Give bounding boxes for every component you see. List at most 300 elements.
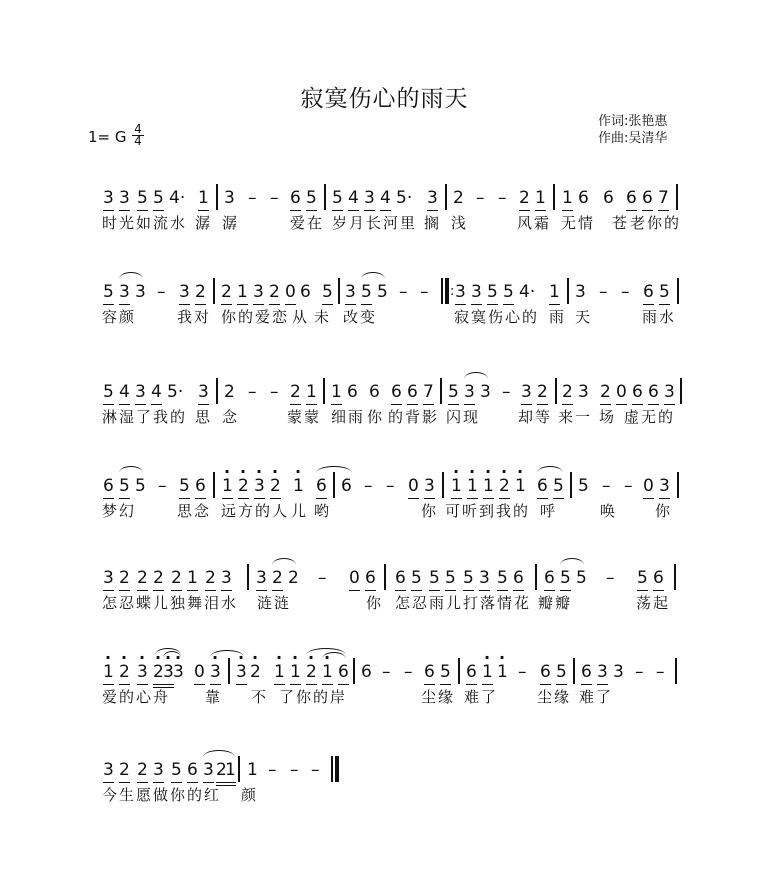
note: 5 [487, 280, 498, 305]
lyric-text: 天 [575, 308, 593, 326]
lyric-text: 细雨 [331, 408, 366, 426]
note: 5 [429, 566, 440, 591]
note: 0 [285, 280, 296, 305]
note: 2 [269, 280, 280, 305]
barline [238, 756, 240, 782]
note: · 1 [497, 660, 508, 684]
lyric-text: 老你的 [630, 214, 682, 232]
note: 2 [119, 566, 130, 591]
barline [323, 378, 325, 404]
note: 7 [423, 380, 434, 405]
dash-extension: – [420, 282, 429, 302]
note: 2 [224, 382, 235, 402]
lyric-text: 你 [367, 408, 385, 426]
note: 3 [203, 758, 214, 783]
note: 3 [424, 474, 435, 499]
score-line [0, 566, 769, 626]
note: 5 [440, 660, 451, 685]
note: 3 [198, 380, 209, 405]
note: 2 [137, 566, 148, 591]
repeat-barline [445, 278, 449, 304]
note: 5 [377, 282, 388, 302]
barline [674, 564, 676, 590]
note: 5 [119, 474, 130, 499]
lyric-text: 虚无的 [624, 408, 676, 426]
note: 5 [448, 380, 459, 405]
note: 2 [119, 758, 130, 783]
lyric-text: 梦幻 [102, 502, 137, 520]
lyric-text: 我对 [177, 308, 212, 326]
note: 3 [135, 380, 146, 405]
note: 6 [642, 186, 653, 211]
lyric-text: 思念 [177, 502, 212, 520]
note: 5 [306, 186, 317, 211]
note: 6 [195, 474, 206, 499]
note: 2 [195, 280, 206, 305]
note: 3 [119, 280, 130, 305]
barline [213, 472, 215, 498]
dash-extension: – [498, 188, 507, 208]
note: 1 [549, 280, 560, 305]
note: 3 [480, 382, 491, 402]
note: · 1 [222, 474, 233, 499]
dash-extension: – [502, 382, 511, 402]
note: 3 [427, 186, 438, 211]
dash-extension: – [248, 188, 257, 208]
time-signature-top: 4 [134, 122, 142, 136]
barline [680, 378, 682, 404]
dash-extension: – [268, 760, 277, 780]
note: · 3 [254, 474, 265, 499]
lyric-text: 从 [292, 308, 310, 326]
note: 6 [537, 474, 548, 499]
lyric-text: 风霜 [517, 214, 552, 232]
dash-extension: – [270, 382, 279, 402]
lyric-text: 思 [195, 408, 213, 426]
barline [353, 658, 355, 684]
lyric-text: 涟涟 [257, 594, 292, 612]
note: 6 [466, 660, 477, 685]
key-signature: 1= G [88, 128, 127, 146]
note: 5 [332, 186, 343, 211]
slur-tie [537, 466, 563, 473]
dash-extension: – [270, 188, 279, 208]
note: 4 [348, 186, 359, 211]
note: 6 [347, 382, 358, 402]
note: 1 [306, 380, 317, 405]
note: · 1 [515, 474, 526, 498]
note: 6 [424, 660, 435, 685]
note: 4 [119, 380, 130, 405]
note: 2 [171, 566, 182, 591]
lyric-text: 念 [222, 408, 240, 426]
note: 2 [137, 758, 148, 783]
note: 6 [643, 280, 654, 305]
note: · 2 [238, 474, 249, 499]
barline [338, 278, 340, 304]
barline [216, 378, 218, 404]
dash-extension: – [635, 662, 644, 682]
dash-extension: – [599, 282, 608, 302]
note: 3 [521, 380, 532, 405]
note: 5 [576, 568, 587, 588]
note: · 3 [236, 660, 247, 685]
lyric-text: 无情 [561, 214, 596, 232]
dash-extension: – [602, 476, 611, 496]
note: · 1 [482, 660, 493, 685]
lyric-text: 怎忍雨儿打落情花 [395, 594, 532, 612]
lyric-text: 场 [599, 408, 617, 426]
note: 6 [361, 662, 372, 682]
note: 7 [658, 186, 669, 211]
lyric-text: 爱的心舟 [102, 688, 171, 706]
lyric-text: 你 [655, 502, 673, 520]
dash-extension: – [606, 568, 615, 588]
lyric-text: 的背影 [388, 408, 440, 426]
note: 5 [578, 476, 589, 496]
note: 6 [653, 566, 664, 591]
barline [677, 278, 679, 304]
note: 6 [632, 380, 643, 405]
note: · 1 [467, 474, 478, 499]
note: 3 [464, 380, 475, 405]
barline [247, 564, 249, 590]
dash-extension: – [386, 476, 395, 496]
lyric-text: 哟 [314, 502, 332, 520]
song-title: 寂寞伤心的雨天 [300, 86, 469, 112]
barline [553, 184, 555, 210]
lyric-text: 你 [421, 502, 439, 520]
note: 6 [407, 380, 418, 405]
lyric-text: 淋湿了我的 [102, 408, 188, 426]
note: 5 [411, 566, 422, 591]
lyric-text: 来一 [558, 408, 593, 426]
dash-extension: – [248, 382, 257, 402]
barline [567, 278, 569, 304]
note: 3 [221, 566, 232, 591]
dash-extension: – [404, 662, 413, 682]
lyric-text: 怎忍蝶儿独舞泪水 [102, 594, 239, 612]
final-barline [335, 756, 339, 782]
note: · 2 [119, 660, 130, 685]
note: 5 [322, 280, 333, 305]
note: 2 [562, 380, 573, 405]
lyric-text: 闪现 [446, 408, 481, 426]
note: 5 [497, 566, 508, 591]
note: 5 [103, 380, 114, 405]
lyric-text: 浅 [451, 214, 469, 232]
barline [384, 564, 386, 590]
note: 5 [445, 566, 456, 591]
note: 0 [194, 660, 205, 685]
lyric-text: 爱在 [290, 214, 325, 232]
note: · 3 [210, 660, 221, 685]
barline [324, 184, 326, 210]
slur-tie [464, 372, 488, 379]
note: 3 [135, 282, 146, 302]
note: 5 [556, 660, 567, 685]
note: 3 [103, 186, 114, 211]
note: 0 [616, 380, 627, 405]
note: 1 [198, 186, 209, 211]
barline [440, 378, 442, 404]
note: 5· [396, 188, 413, 208]
composer: 作曲:吴清华 [598, 131, 668, 146]
barline [333, 472, 335, 498]
note: 5 [135, 476, 146, 496]
barline [573, 658, 575, 684]
barline [677, 472, 679, 498]
note: 1 [535, 186, 546, 211]
slur-tie [119, 466, 143, 473]
note: 1 [225, 758, 236, 786]
note: 5 [659, 280, 670, 305]
dash-extension: – [311, 760, 320, 780]
note: · 1 [103, 660, 114, 685]
lyric-text: 尘缘 [421, 688, 456, 706]
note: 5 [553, 474, 564, 499]
note: 6 [103, 474, 114, 499]
lyric-text: 尘缘 [537, 688, 572, 706]
final-barline [331, 756, 333, 782]
note: 6 [187, 758, 198, 783]
note: 3 [664, 380, 675, 405]
note: 2 [221, 280, 232, 305]
note: 3 [455, 280, 466, 305]
lyric-text: 你 [366, 594, 384, 612]
lyric-text: 雨 [549, 308, 567, 326]
dash-extension: – [518, 662, 527, 682]
barline [445, 184, 447, 210]
dash-extension: – [158, 476, 167, 496]
note: 4· [169, 188, 186, 208]
slur-tie [210, 650, 244, 657]
time-signature [132, 124, 144, 147]
note: 6 [578, 188, 589, 208]
note: 6 [544, 566, 555, 591]
note: 6 [603, 188, 614, 208]
lyric-text: 远方的人 [221, 502, 290, 520]
note: 5 [171, 758, 182, 783]
lyric-text: 岁月长河里 [332, 214, 418, 232]
note: 6 [581, 660, 592, 685]
note: 6 [316, 474, 327, 499]
note: · 1 [274, 660, 285, 685]
dash-extension: – [290, 760, 299, 780]
repeat-dots: : [450, 284, 455, 299]
note: 5 [560, 566, 571, 591]
dash-extension: – [656, 662, 665, 682]
note: 5· [167, 382, 184, 402]
note: · 2 [250, 660, 261, 684]
note: 5 [637, 566, 648, 591]
lyric-text: 你的爱恋 [221, 308, 290, 326]
note: 6 [391, 380, 402, 405]
lyric-text: 潺 [222, 214, 240, 232]
note: 2 [537, 380, 548, 405]
lyric-text: 颜 [241, 786, 259, 804]
barline [535, 564, 537, 590]
credits [598, 113, 667, 147]
note: 1 [187, 566, 198, 591]
note: 6 [338, 660, 349, 685]
barline [555, 378, 557, 404]
note: 0 [643, 474, 654, 499]
time-signature-bottom: 4 [132, 135, 144, 147]
note: 6 [626, 186, 637, 211]
lyric-text: 未 [314, 308, 332, 326]
note: 3 [103, 566, 114, 591]
note: 5 [179, 474, 190, 499]
slur-tie [322, 652, 346, 659]
lyric-text: 靠 [205, 688, 223, 706]
note: 4 [380, 186, 391, 211]
note: 6 [341, 476, 352, 496]
note: 6 [513, 566, 524, 591]
note: 0 [408, 474, 419, 499]
note: 3 [471, 280, 482, 305]
note: 1 [331, 380, 342, 405]
lyric-text: 苍 [612, 214, 630, 232]
note: 3 [479, 566, 490, 591]
dash-extension: – [399, 282, 408, 302]
lyric-text: 搁 [424, 214, 442, 232]
barline [216, 184, 218, 210]
note: 2 [453, 188, 464, 208]
lyric-text: 荡起 [636, 594, 671, 612]
dash-extension: – [382, 662, 391, 682]
lyric-text: 了你的岸 [279, 688, 348, 706]
note: 2 [205, 566, 216, 591]
note: 1 [247, 760, 258, 780]
barline [213, 278, 215, 304]
lyric-text: 不 [251, 688, 269, 706]
note: 2 [216, 758, 227, 786]
lyric-text: 难了 [579, 688, 614, 706]
slur-tie [203, 750, 235, 757]
lyric-text: 呼 [540, 502, 558, 520]
barline [228, 658, 230, 684]
lyric-text: 潺 [195, 214, 213, 232]
lyric-text: 唤 [600, 502, 618, 520]
barline [676, 184, 678, 210]
lyric-text: 可听到我的 [445, 502, 531, 520]
lyricist: 作词:张艳惠 [598, 114, 668, 129]
score-line [0, 660, 769, 720]
note: · 2 [153, 660, 164, 688]
repeat-barline [441, 278, 443, 304]
note: 5 [103, 280, 114, 305]
note: 3 [253, 280, 264, 305]
barline [442, 472, 444, 498]
note: 5 [503, 280, 514, 305]
note: 4· [519, 282, 536, 302]
lyric-text: 却等 [518, 408, 553, 426]
note: 3 [597, 660, 608, 685]
slur-tie [272, 558, 296, 565]
note: 6 [369, 382, 380, 402]
note: 2 [288, 568, 299, 588]
dash-extension: – [476, 188, 485, 208]
note: 5 [153, 186, 164, 211]
note: · 1 [293, 474, 304, 498]
score-line [0, 186, 769, 246]
note: 5 [361, 280, 372, 305]
lyric-text: 容颜 [102, 308, 137, 326]
note: 4 [151, 380, 162, 405]
note: · 3 [137, 660, 148, 685]
lyric-text: 难了 [464, 688, 499, 706]
note: 3 [224, 188, 235, 208]
note: 2 [519, 186, 530, 211]
lyric-text: 儿 [291, 502, 309, 520]
note: 3 [345, 280, 356, 305]
note: 3 [179, 280, 190, 305]
lyric-text: 寂寞伤心的 [454, 308, 540, 326]
note: 3 [659, 474, 670, 499]
note: 0 [349, 566, 360, 591]
lyric-text: 雨水 [642, 308, 677, 326]
note: 6 [290, 186, 301, 211]
score-line [0, 474, 769, 534]
barline [570, 472, 572, 498]
barline [458, 658, 460, 684]
lyric-text: 时光如流水 [102, 214, 188, 232]
note: 6 [300, 282, 311, 302]
note: · 3 [163, 660, 174, 688]
lyric-text: 今生愿做你的红 [102, 786, 222, 804]
note: 3 [364, 186, 375, 211]
dash-extension: – [624, 476, 633, 496]
note: 6 [540, 660, 551, 685]
note: · 2 [270, 474, 281, 499]
barline [675, 658, 677, 684]
slur-tie [163, 651, 181, 658]
note: 5 [463, 566, 474, 591]
note: 3 [613, 662, 624, 682]
note: 6 [395, 566, 406, 591]
note: 2 [153, 566, 164, 591]
slur-tie [119, 272, 143, 279]
note: 1 [237, 280, 248, 305]
note: 3 [256, 566, 267, 591]
score-line [0, 280, 769, 340]
note: 6 [648, 380, 659, 405]
note: 5 [137, 186, 148, 211]
note: 1 [562, 186, 573, 211]
slur-tie [316, 466, 352, 473]
note: 3 [578, 382, 589, 402]
note: · 1 [290, 660, 301, 685]
note: · 3 [173, 660, 184, 684]
note: 2 [600, 380, 611, 405]
note: 6 [365, 566, 376, 591]
note: · 1 [483, 474, 494, 499]
note: 3 [153, 758, 164, 783]
lyric-text: 瓣瓣 [538, 594, 573, 612]
dash-extension: – [318, 568, 327, 588]
dash-extension: – [157, 282, 166, 302]
lyric-text: 改变 [343, 308, 378, 326]
dash-extension: – [621, 282, 630, 302]
slur-tie [560, 558, 584, 565]
note: · 2 [306, 660, 317, 685]
dash-extension: – [364, 476, 373, 496]
note: 3 [103, 758, 114, 783]
note: 2 [272, 566, 283, 591]
note: 3 [575, 282, 586, 302]
note: · 2 [499, 474, 510, 499]
